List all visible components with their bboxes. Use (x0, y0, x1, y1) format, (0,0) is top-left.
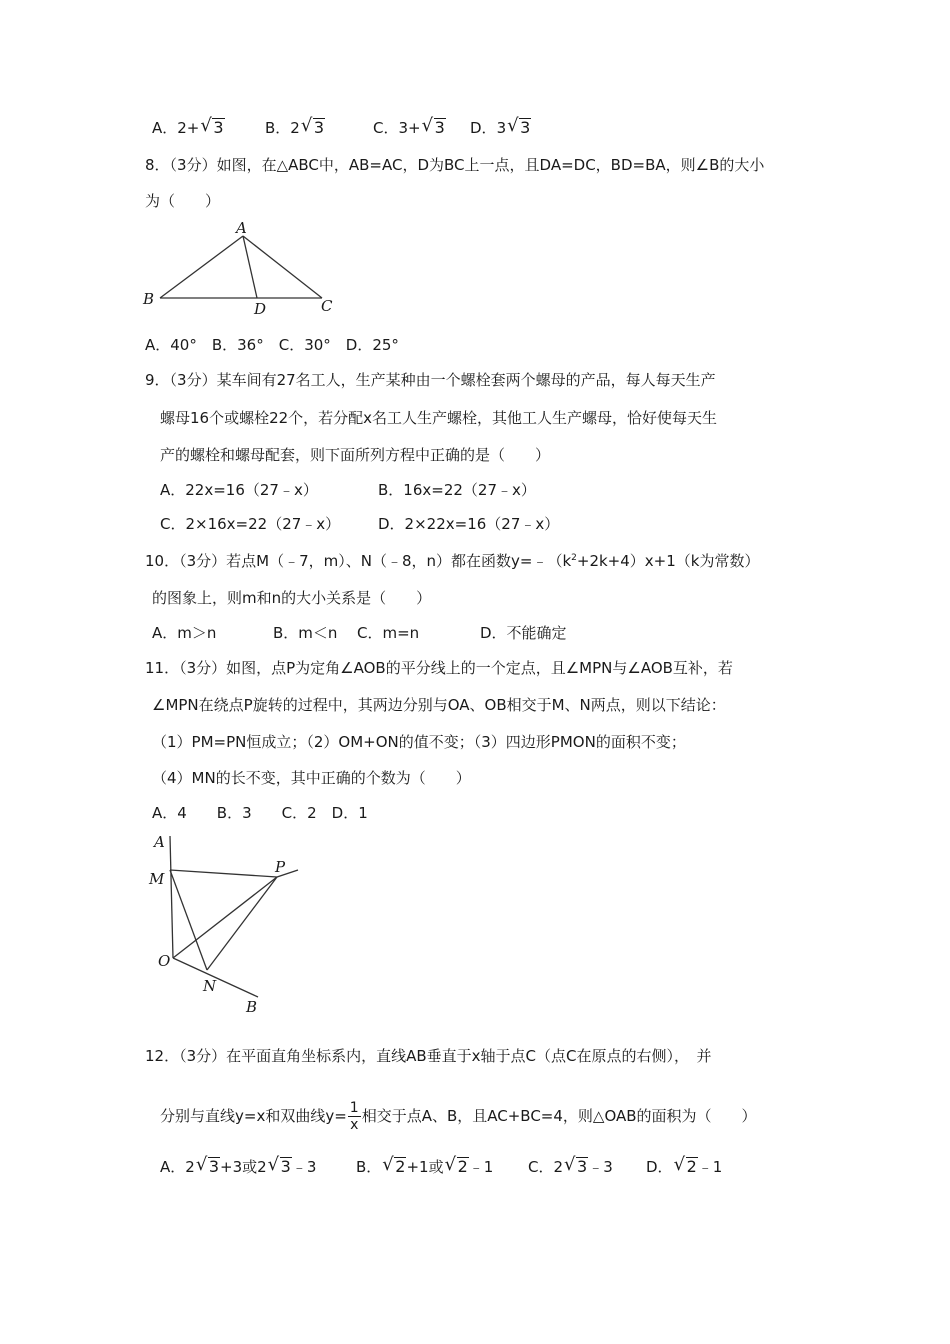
q9-text-line2: 螺母16个或螺栓22个，若分配x名工人生产螺栓，其他工人生产螺母，恰好使每天生 (160, 409, 718, 427)
label-c: C (321, 297, 333, 315)
sqrt-symbol: √ 3 (422, 118, 446, 138)
q8-text-line1: 8．（3分）如图，在△ABC中，AB=AC，D为BC上一点，且DA=DC，BD=BA，则∠B的大小 (145, 156, 765, 174)
q10-option-b: B．m＜n (273, 624, 338, 642)
q11-text-line1: 11．（3分）如图，点P为定角∠AOB的平分线上的一个定点，且∠MPN与∠AOB互补，若 (145, 659, 733, 677)
sqrt-symbol: √ 2 (674, 1157, 698, 1177)
fraction-one-over-x: $\frac{1}{x}$ (349, 1100, 359, 1133)
q10-option-a: A．m＞n (152, 624, 217, 642)
q7-option-c: C．3+√ 3 (373, 118, 446, 138)
q7-option-b: B．2√ 3 (265, 118, 325, 138)
q12-option-c: C．2√ 3﹣3 (528, 1157, 613, 1177)
ray-oa (170, 836, 173, 958)
sqrt-symbol: √ 2 (445, 1157, 469, 1177)
q11-angle-figure (140, 830, 320, 1020)
q7-option-d: D．3√ 3 (470, 118, 531, 138)
label-b: B (143, 290, 155, 308)
q11-text-line4: （4）MN的长不变，其中正确的个数为（ ） (152, 769, 471, 787)
q9-option-c: C．2×16x=22（27﹣x） (160, 515, 341, 533)
q12-text-line1: 12．（3分）在平面直角坐标系内，直线AB垂直于x轴于点C（点C在原点的右侧）， 并 (145, 1047, 712, 1065)
q9-option-a: A．22x=16（27﹣x） (160, 481, 318, 499)
sqrt-symbol: √ 3 (301, 118, 325, 138)
sqrt-symbol: √ 2 (382, 1157, 406, 1177)
q9-option-d: D．2×22x=16（27﹣x） (378, 515, 560, 533)
q9-text-line3: 产的螺栓和螺母配套，则下面所列方程中正确的是（ ） (160, 446, 551, 464)
sqrt-symbol: √ 3 (507, 118, 531, 138)
segment-ab (160, 236, 243, 298)
q12-option-b: B．√ 2+1或√ 2﹣1 (356, 1157, 493, 1177)
label-a: A (236, 219, 247, 237)
q11-text-line2: ∠MPN在绕点P旋转的过程中，其两边分别与OA、OB相交于M、N两点，则以下结论： (152, 696, 726, 714)
label-n: N (203, 977, 217, 995)
q12-text-line2: 分别与直线y=x和双曲线y= $\frac{1}{x}$ 相交于点A、B，且AC+BC=4，则△OAB的面积为（ ） (160, 1100, 757, 1133)
sqrt-symbol: √ 3 (268, 1157, 292, 1177)
q7-option-a: A．2+√ 3 (152, 118, 225, 138)
label-d: D (254, 300, 267, 318)
label-b: B (246, 998, 258, 1016)
q10-text-line2: 的图象上，则m和n的大小关系是（ ） (152, 589, 432, 607)
sqrt-symbol: √ 3 (564, 1157, 588, 1177)
sqrt-symbol: √ 3 (196, 1157, 220, 1177)
q10-text-line1: 10．（3分）若点M（﹣7，m）、N（﹣8，n）都在函数$y=﹣(k^2+2k+4)x+1(k$为常数） (145, 552, 760, 570)
label-m: M (149, 870, 165, 888)
q8-options: A．40° B．36° C．30° D．25° (145, 336, 399, 354)
q9-text-line1: 9．（3分）某车间有27名工人，生产某种由一个螺栓套两个螺母的产品，每人每天生产 (145, 371, 716, 389)
q10-option-d: D．不能确定 (480, 624, 567, 642)
label-o: O (158, 952, 171, 970)
label-a: A (154, 833, 165, 851)
label-p: P (275, 858, 286, 876)
q9-option-b: B．16x=22（27﹣x） (378, 481, 536, 499)
q12-option-a: A．2√ 3+3或2√ 3﹣3 (160, 1157, 316, 1177)
sqrt-symbol: √ 3 (200, 118, 224, 138)
q8-text-line2: 为（ ） (145, 192, 221, 210)
segment-mp (170, 870, 277, 877)
q11-options: A．4 B．3 C．2 D．1 (152, 804, 368, 822)
q10-option-c: C．m=n (357, 624, 420, 642)
segment-mn (170, 870, 207, 970)
q11-text-line3: （1）PM=PN恒成立；（2）OM+ON的值不变；（3）四边形PMON的面积不变； (152, 733, 686, 751)
q8-triangle-figure (140, 218, 340, 318)
q12-option-d: D．√ 2﹣1 (646, 1157, 722, 1177)
